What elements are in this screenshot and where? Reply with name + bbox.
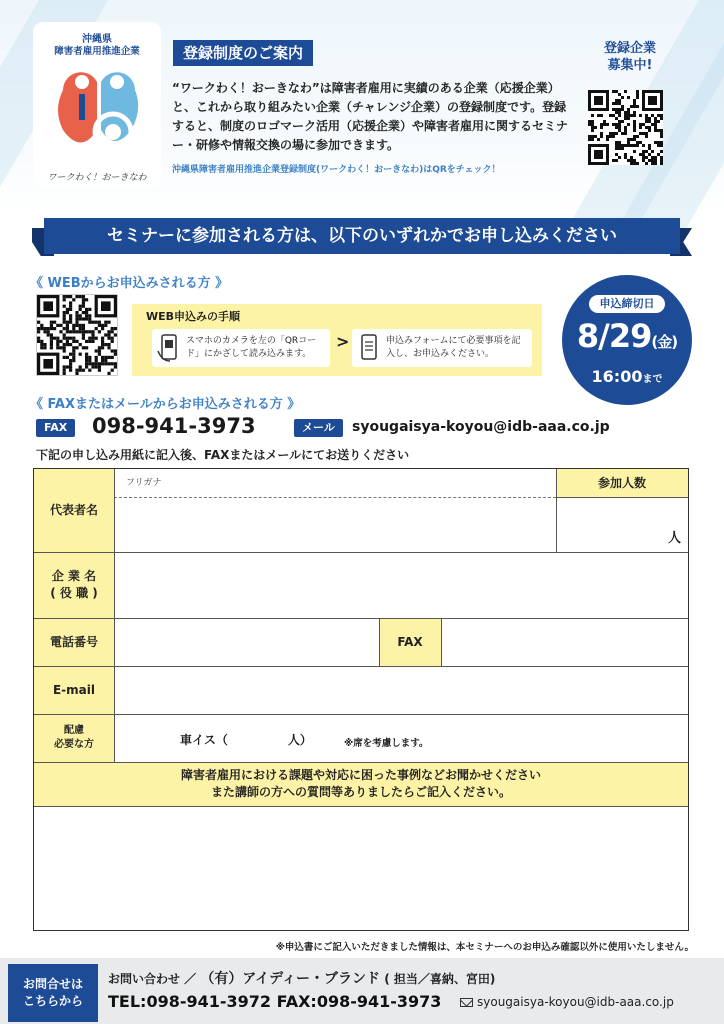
divider <box>34 552 688 553</box>
divider <box>441 618 442 666</box>
qr-code-registration[interactable] <box>588 90 663 165</box>
fax-number: 098-941-3973 <box>92 414 256 438</box>
mail-tag: メール <box>294 419 343 437</box>
mail-icon <box>460 998 473 1007</box>
deadline-time-value: 16:00 <box>591 367 643 386</box>
divider <box>114 469 115 762</box>
questions-prompt-line2: また講師の方への質問等ありましたらご記入ください。 <box>210 785 511 799</box>
divider <box>556 497 688 498</box>
fax-field[interactable] <box>441 618 688 666</box>
rep-name-field[interactable] <box>114 498 556 552</box>
divider <box>34 806 688 807</box>
recruit-line2: 募集中! <box>607 58 653 73</box>
rep-name-label: 代表者名 <box>34 469 114 552</box>
footer-prefix: お問い合わせ ／ <box>108 972 197 986</box>
web-step-2-text: 申込みフォームにて必要事項を記入し、お申込みください。 <box>386 336 521 359</box>
logo-line1: 沖縄県 <box>82 34 112 45</box>
divider <box>556 469 557 552</box>
recruit-line1: 登録企業 <box>603 41 656 56</box>
furigana-divider <box>114 497 556 498</box>
divider <box>34 714 688 715</box>
step-arrow-icon: > <box>336 332 350 351</box>
mail-address-link[interactable]: syougaisya-koyou@idb-aaa.co.jp <box>352 419 610 435</box>
email-label: E-mail <box>34 666 114 714</box>
deadline-date <box>562 317 692 355</box>
privacy-notice: ※申込書にご記入いただきました情報は、本セミナーへのお申込み確認以外に使用いたしません。 <box>275 942 694 953</box>
footer-company <box>108 968 495 988</box>
deadline-time <box>562 367 692 386</box>
company-label: 企 業 名 ( 役 職 ) <box>34 552 114 618</box>
footer-badge-line2: こちらから <box>22 994 83 1008</box>
application-form <box>33 468 689 931</box>
footer <box>0 958 724 1024</box>
web-steps-box <box>132 304 542 376</box>
seminar-banner: セミナーに参加される方は、以下のいずれかでお申し込みください <box>44 218 680 254</box>
questions-textarea[interactable] <box>34 806 688 930</box>
questions-prompt <box>34 762 688 806</box>
footer-email-link[interactable]: syougaisya-koyou@idb-aaa.co.jp <box>477 995 674 1009</box>
wheelchair-count-field[interactable]: 車イス（ 人） <box>180 733 312 747</box>
footer-tel-fax: TEL:098-941-3972 FAX:098-941-3973 <box>108 992 442 1011</box>
furigana-field[interactable] <box>114 469 556 497</box>
deadline-time-suffix: まで <box>642 374 663 385</box>
furigana-label: フリガナ <box>126 478 162 488</box>
phone-field[interactable] <box>114 618 379 666</box>
intro-body: “ワークわく！おーきなわ”は障害者雇用に実績のある企業（応援企業）と、これから取り組みたい企業（チャレンジ企業）の登録制度です。登録すると、制度のロゴマーク活用（応援企業）や障害者雇用に関するセミナー・研修や情報交換の場に参加できます。 <box>172 81 569 152</box>
deadline-date-value: 8/29 <box>576 317 652 355</box>
wheelchair-note: ※席を考慮します。 <box>344 738 429 749</box>
web-step-1-text: スマホのカメラを左の「QRコード」にかざして読み込みます。 <box>186 336 317 359</box>
recruit-callout <box>580 40 680 74</box>
divider <box>34 762 688 763</box>
care-label: 配慮 必要な方 <box>34 714 114 762</box>
web-steps-title: WEB申込みの手順 <box>146 310 241 323</box>
web-heading: 《 WEBからお申込みされる方 》 <box>30 276 229 291</box>
web-step-1 <box>152 329 330 367</box>
logo-caption: ワークわく！おーきなわ <box>47 173 147 183</box>
intro-title: 登録制度のご案内 <box>173 40 313 66</box>
form-phone-icon <box>356 333 382 363</box>
phone-scan-icon <box>156 333 182 363</box>
logo-card <box>33 22 161 187</box>
deadline-weekday: (金) <box>651 333 678 351</box>
web-step-2 <box>352 329 532 367</box>
footer-badge-line1: お問合せは <box>22 977 83 991</box>
qr-code-web-application[interactable] <box>36 294 118 376</box>
intro-note: 沖縄県障害者雇用推進企業登録制度(ワークわく！おーきなわ)はQRをチェック！ <box>172 165 501 175</box>
deadline-label: 申込締切日 <box>589 295 665 313</box>
fax-mail-heading: 《 FAXまたはメールからお申込みされる方 》 <box>30 397 301 412</box>
submission-instruction: 下記の申し込み用紙に記入後、FAXまたはメールにてお送りください <box>36 448 410 462</box>
fax-label: FAX <box>379 618 441 666</box>
divider <box>379 618 380 666</box>
company-field[interactable] <box>114 552 688 618</box>
logo-line2: 障害者雇用推進企業 <box>54 46 140 57</box>
phone-label: 電話番号 <box>34 618 114 666</box>
participant-count-label: 参加人数 <box>556 469 688 497</box>
divider <box>34 618 688 619</box>
email-field[interactable] <box>114 666 688 714</box>
logo-icon <box>51 60 146 165</box>
footer-company-name: （有）アイディー・ブランド <box>200 971 380 987</box>
footer-badge <box>8 964 98 1022</box>
footer-email <box>460 995 674 1009</box>
count-unit: 人 <box>668 531 682 546</box>
divider <box>34 666 688 667</box>
questions-prompt-line1: 障害者雇用における課題や対応に困った事例などお聞かせください <box>180 768 541 782</box>
footer-staff: ( 担当／喜納、宮田) <box>384 972 496 986</box>
deadline-badge <box>562 275 692 405</box>
fax-tag: FAX <box>36 419 75 437</box>
